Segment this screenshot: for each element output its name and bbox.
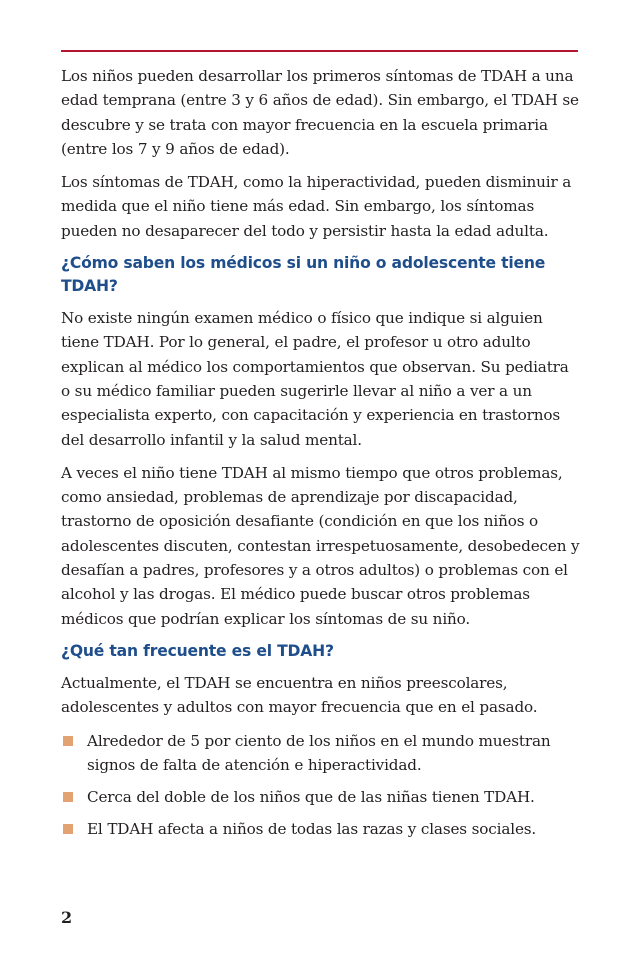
list-item: [61, 817, 581, 841]
paragraph-onset-age: Los niños pueden desarrollar los primeros síntomas de TDAH a una edad temprana (entre 3 y 6 años de edad). Sin embargo, el TDAH se descubre y se trata con mayor frecuencia en la escuela primaria (entre los 7 y 9 años de edad).: [61, 67, 579, 158]
square-bullet-icon: [63, 792, 73, 802]
paragraph-comorbid-problems: A veces el niño tiene TDAH al mismo tiempo que otros problemas, como ansiedad, problemas de aprendizaje por discapacidad, trastorno de oposición desafiante (condición en que los niños o adolescentes discuten, contestan irrespetuosamente, desobedecen y desafían a padres, profesores y a otros adultos) o problemas con el alcohol y las drogas. El médico puede buscar otros problemas médicos que podrían explicar los síntomas de su niño.: [61, 463, 580, 628]
list-item: [61, 785, 581, 809]
list-item-text: Cerca del doble de los niños que de las niñas tienen TDAH.: [87, 788, 535, 807]
section-heading-diagnosis: ¿Cómo saben los médicos si un niño o adolescente tiene TDAH?: [61, 254, 546, 296]
frequency-bullet-list: [61, 729, 581, 842]
square-bullet-icon: [63, 736, 73, 746]
paragraph-no-medical-test: No existe ningún examen médico o físico que indique si alguien tiene TDAH. Por lo general, el padre, el profesor u otro adulto explican al médico los comportamientos que observan. Su pediatra o su médico familiar pueden sugerirle llevar al niño a ver a un especialista experto, con capacitación y experiencia en trastornos del desarrollo infantil y la salud mental.: [61, 309, 569, 449]
list-item-text: El TDAH afecta a niños de todas las razas y clases sociales.: [87, 820, 537, 839]
top-rule: [61, 50, 578, 52]
page-content: [61, 50, 581, 850]
list-item-text: Alrededor de 5 por ciento de los niños en el mundo muestran signos de falta de atención e hiperactividad.: [87, 731, 551, 774]
section-heading-frequency: ¿Qué tan frecuente es el TDAH?: [61, 641, 334, 660]
paragraph-symptoms-age: Los síntomas de TDAH, como la hiperactividad, pueden disminuir a medida que el niño tiene más edad. Sin embargo, los síntomas pueden no desaparecer del todo y persistir hasta la edad adulta.: [61, 173, 572, 240]
paragraph-frequency-intro: Actualmente, el TDAH se encuentra en niños preescolares, adolescentes y adultos con mayor frecuencia que en el pasado.: [61, 673, 538, 717]
page-number: 2: [61, 908, 73, 927]
list-item: [61, 729, 581, 778]
square-bullet-icon: [63, 824, 73, 834]
